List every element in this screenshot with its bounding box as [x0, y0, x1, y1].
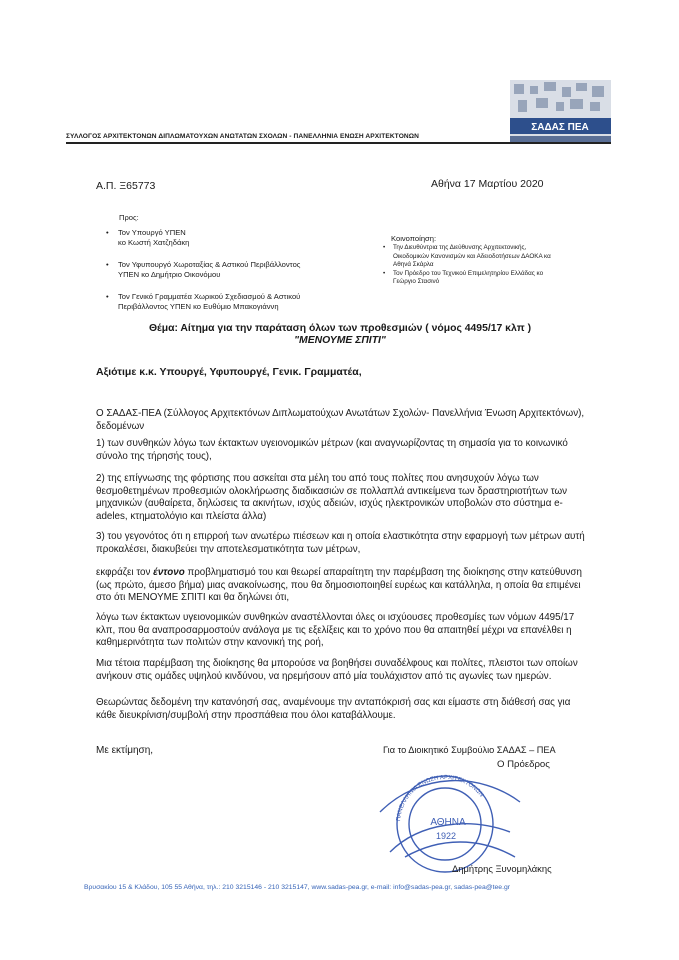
- signature-title: Ο Πρόεδρος: [497, 759, 550, 770]
- paragraph-point-3: 3) του γεγονότος ότι η επιρροή των ανωτέρω πιέσεων και η οποία ελαστικότητα στην εφαρμογή των μέτρων αυτή προκαλέσει, διακυβεύει την αποτελεσματικότητα των μέτρων,: [96, 531, 585, 555]
- subject-line: Θέμα: Αίτημα για την παράταση όλων των προθεσμιών ( νόμος 4495/17 κλπ ): [148, 323, 532, 334]
- email-link-tee[interactable]: sadas-pea@tee.gr: [454, 884, 511, 891]
- email-link-info[interactable]: info@sadas-pea.gr: [393, 884, 451, 891]
- sadas-pea-logo: [510, 80, 611, 142]
- website-link[interactable]: www.sadas-pea.gr: [311, 884, 367, 891]
- closing: Με εκτίμηση,: [96, 745, 154, 756]
- recipient-item: • Τον Γενικό Γραμματέα Χωρικού Σχεδιασμού & Αστικού Περιβάλλοντος ΥΠΕΝ κο Ευθύμιο Μπακογιάννη: [106, 292, 366, 312]
- stamp-year: 1922: [435, 831, 457, 841]
- stamp-city: ΑΘΗΝΑ: [430, 817, 466, 828]
- paragraph-intervention: Μια τέτοια παρέμβαση της διοίκησης θα μπορούσε να βοηθήσει συναδέλφους και πολίτες, πλειστοι των οποίων ανήκουν στις ομάδες υψηλού κινδύνου, να ηρεμήσουν από μία τουλάχιστον από τις αγωνίες των ημερών.: [96, 658, 578, 682]
- paragraph-point-1: 1) των συνθηκών λόγω των έκτακτων υγειονομικών μέτρων (και αναγνωρίζοντας τη σημασία για το κοινωνικό σύνολο της τήρησής τους),: [96, 438, 568, 462]
- logo-text: ΣΑΔΑΣ ΠΕΑ: [531, 122, 589, 133]
- recipient-item: • Τον Υπουργό ΥΠΕΝ κο Κωστή Χατζηδάκη: [106, 228, 366, 248]
- emphasis-word: έντονο: [153, 567, 185, 578]
- footer-contact: Βρυσακίου 15 & Κλάδου, 105 55 Αθήνα, τηλ.: 210 3215146 - 210 3215147, www.sadas-pea.gr, e-mail: info@sadas-pea.gr, sadas-pea@tee.gr: [84, 884, 511, 891]
- reference-number: Α.Π. Ξ65773: [96, 180, 156, 192]
- paragraph-point-2: 2) της επίγνωσης της φόρτισης που ασκείται στα μέλη του από τους πολίτες που ανησυχούν λόγω των θεσμοθετημένων προθεσμιών ολοκλήρωσης διαδικασιών σε πολλαπλά αντικείμενα των δραστηριοτήτων των μηχανικών (αυθαίρετα, δηλώσεις τα ακινήτων, ισχύς αδειών, ισχύς ηλεκτρονικών υποβολών στο σύστημα e-adeles, κτηματολόγιο και πλείστα άλλα): [96, 473, 568, 522]
- subject-slogan: "ΜΕΝΟΥΜΕ ΣΠΙΤΙ": [294, 335, 386, 346]
- paragraph-intro: Ο ΣΑΔΑΣ-ΠΕΑ (Σύλλογος Αρχιτεκτόνων Διπλωματούχων Ανωτάτων Σχολών- Πανελλήνια Ένωση Αρχιτεκτόνων), δεδομένων: [96, 408, 585, 432]
- salutation: Αξιότιμε κ.κ. Υπουργέ, Υφυπουργέ, Γενικ. Γραμματέα,: [96, 366, 362, 378]
- cc-list: [382, 244, 642, 287]
- letter-date: Αθήνα 17 Μαρτίου 2020: [431, 178, 544, 190]
- cc-item: • Την Διευθύντρια της Διεύθυνσης Αρχιτεκτονικής, Οικοδομικών Κανονισμών και Αδειοδοτήσεων ΔΑΟΚΑ κα Αθηνά Σκάρλα: [382, 244, 642, 270]
- official-stamp: [360, 762, 530, 874]
- stamp-ring-text: ΠΑΝΕΛΛΗΝΙΑ ΕΝΩΣΗ ΑΡΧΙΤΕΚΤΟΝΩΝ: [396, 774, 485, 822]
- header-divider: [66, 142, 611, 144]
- cc-item: • Τον Πρόεδρο του Τεχνικού Επιμελητηρίου Ελλάδας κο Γεώργιο Στασινό: [382, 270, 642, 287]
- paragraph-suspension: λόγω των έκτακτων υγειονομικών συνθηκών αναστέλλονται όλες οι ισχύουσες προθεσμίες των νόμων 4495/17 κλπ, που θα αναπροσαρμοστούν ανάλογα με τις εξελίξεις και το χρόνο που θα απαιτηθεί μέχρι να επανέλθει η καθημερινότητα των πολιτών στην κανονική της ροή,: [96, 612, 575, 649]
- paragraph-closing: Θεωρώντας δεδομένη την κατανόησή σας, αναμένουμε την ανταπόκρισή σας και είμαστε στη διάθεσή σας για κάθε διευκρίνιση/συμβολή στην προσπάθεια που όλοι καταβάλλουμε.: [96, 697, 571, 721]
- recipient-item: • Τον Υφυπουργό Χωροταξίας & Αστικού Περιβάλλοντος ΥΠΕΝ κο Δημήτριο Οικονόμου: [106, 260, 366, 280]
- subject: [140, 323, 540, 347]
- organization-name: ΣΥΛΛΟΓΟΣ ΑΡΧΙΤΕΚΤΟΝΩΝ ΔΙΠΛΩΜΑΤΟΥΧΩΝ ΑΝΩΤΑΤΩΝ ΣΧΟΛΩΝ - ΠΑΝΕΛΛΗΝΙΑ ΕΝΩΣΗ ΑΡΧΙΤΕΚΤΟΝΩΝ: [66, 133, 420, 140]
- recipients-label: Προς:: [119, 213, 139, 222]
- paragraph-statement: εκφράζει τον έντονο προβληματισμό του και θεωρεί απαραίτητη την παρέμβαση της διοίκησης στην κατεύθυνση (ως πρώτο, άμεσο βήμα) μιας ανακοίνωσης, που θα δημοσιοποιηθεί ευρέως και κατάλληλα, η οποία θα επιμένει στο ότι ΜΕΝΟΥΜΕ ΣΠΙΤΙ και θα δηλώνει ότι,: [96, 567, 582, 604]
- recipients-list: [106, 228, 366, 324]
- cc-label: Κοινοποίηση:: [391, 234, 437, 243]
- signatory-name: Δημήτρης Ξυνομηλάκης: [452, 863, 552, 874]
- signature-board: Για το Διοικητικό Συμβούλιο ΣΑΔΑΣ – ΠΕΑ: [383, 745, 556, 755]
